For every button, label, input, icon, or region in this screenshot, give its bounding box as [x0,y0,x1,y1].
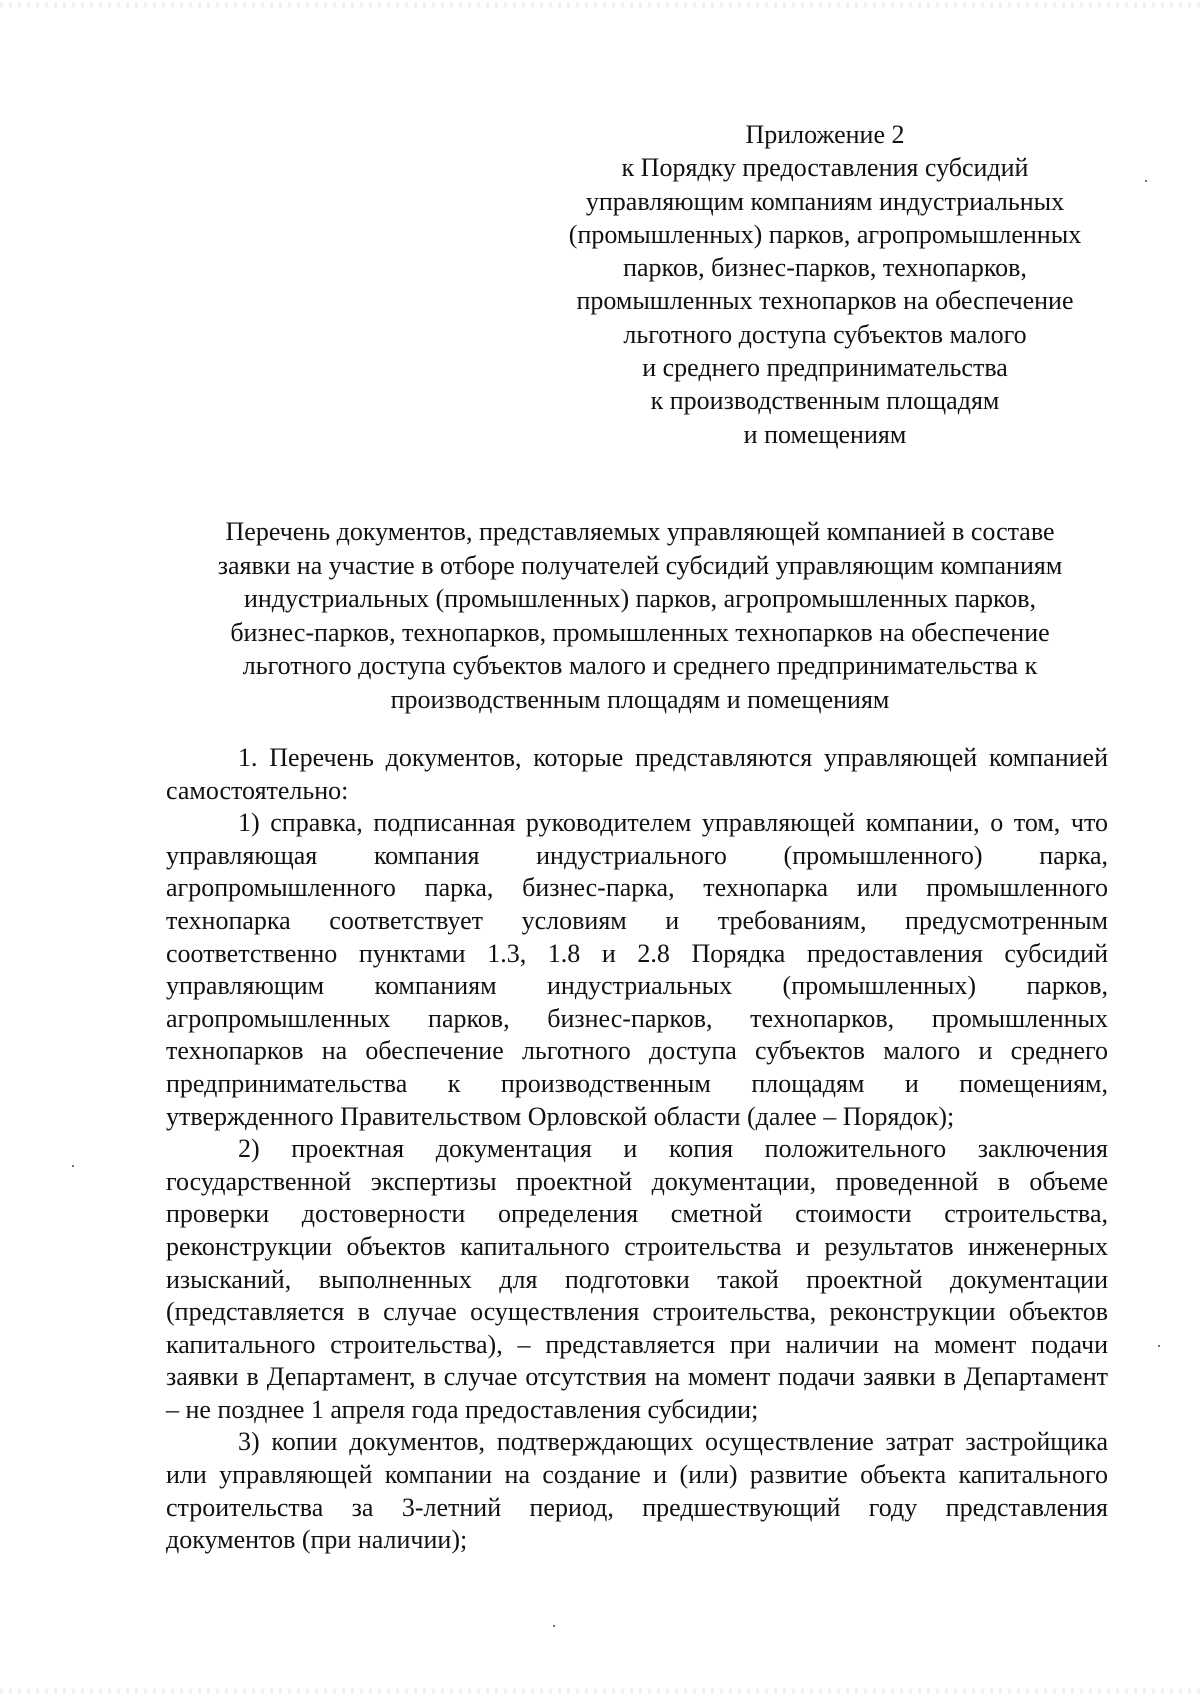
title-line: производственным площадям и помещениям [390,684,890,714]
appendix-line: к производственным площадям [650,386,1000,416]
list-item-2: 2) проектная документация и копия положительного заключения государственной экспертизы проектной документации, проведенной в объеме проверки достоверности определения сметной стоимости строительства, реконструкции объектов капитального строительства и результатов инженерных изысканий, выполненных для подготовки такой проектной документации (представляется в случае осуществления строительства, реконструкции объектов капитального строительства), – представляется при наличии на момент подачи заявки в Департамент, в случае отсутствия на момент подачи заявки в Департамент – не позднее 1 апреля года предоставления субсидии; [166,1134,1108,1424]
scan-edge-bottom [0,1688,1200,1694]
appendix-line: промышленных технопарков на обеспечение [576,286,1074,316]
section-1-heading: 1. Перечень документов, которые представляются управляющей компанией самостоятельно: [166,743,1108,805]
scan-speck [553,1625,555,1627]
appendix-header [535,118,1115,451]
scan-speck [72,1165,74,1167]
title-line: Перечень документов, представляемых управляющей компанией в составе [225,517,1055,546]
title-line: бизнес-парков, технопарков, промышленных технопарков на обеспечение [230,617,1050,647]
list-item-1: 1) справка, подписанная руководителем управляющей компании, о том, что управляющая компания индустриального (промышленного) парка, агропромышленного парка, бизнес-парка, технопарка или промышленного технопарка соответствует условиям и требованиям, предусмотренным соответственно пунктами 1.3, 1.8 и 2.8 Порядка предоставления субсидий управляющим компаниям индустриальных (промышленных) парков, агропромышленных парков, бизнес-парков, технопарков, промышленных технопарков на обеспечение льготного доступа субъектов малого и среднего предпринимательства к производственным площадям и помещениям, утвержденного Правительством Орловской области (далее – Порядок); [166,808,1108,1131]
title-line: индустриальных (промышленных) парков, агропромышленных парков, [243,584,1037,613]
appendix-line: управляющим компаниям индустриальных [585,186,1065,216]
document-body [166,742,1108,1557]
appendix-line: и помещениям [743,419,907,449]
appendix-line: льготного доступа субъектов малого [623,319,1027,349]
scan-speck [1145,180,1147,182]
appendix-line: к Порядку предоставления субсидий [621,153,1029,183]
scan-edge-top [0,2,1200,8]
title-line: льготного доступа субъектов малого и среднего предпринимательства к [242,651,1038,680]
appendix-line: Приложение 2 [745,120,905,149]
appendix-line: (промышленных) парков, агропромышленных [568,219,1082,249]
list-item-3: 3) копии документов, подтверждающих осуществление затрат застройщика или управляющей компании на создание и (или) развитие объекта капитального строительства за 3-летний период, предшествующий году представления документов (при наличии); [166,1427,1108,1555]
title-line: заявки на участие в отборе получателей субсидий управляющим компаниям [217,550,1063,580]
appendix-line: парков, бизнес-парков, технопарков, [623,253,1027,283]
document-title [160,515,1120,716]
scan-speck [1158,1345,1160,1347]
appendix-line: и среднего предпринимательства [642,353,1008,383]
